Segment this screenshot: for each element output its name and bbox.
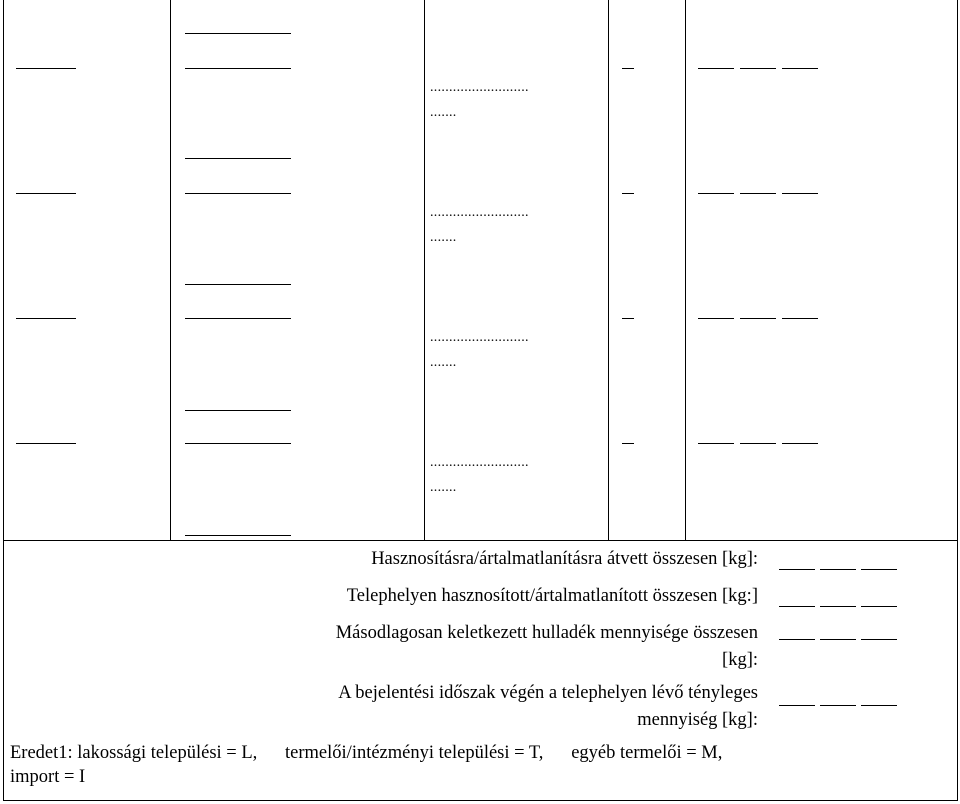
entry-blank[interactable]	[782, 318, 818, 319]
end-period-stock-blank[interactable]	[779, 705, 815, 706]
entry-blank[interactable]	[622, 443, 634, 444]
column-divider	[170, 0, 171, 540]
legend-egyeb: egyéb termelői = M,	[571, 743, 723, 763]
entry-blank[interactable]	[185, 535, 291, 536]
entry-blank[interactable]	[185, 443, 291, 444]
entry-blank[interactable]	[622, 193, 634, 194]
entry-blank[interactable]	[782, 193, 818, 194]
entry-blank[interactable]	[622, 318, 634, 319]
entry-blank[interactable]	[740, 68, 776, 69]
entry-blank[interactable]	[698, 68, 734, 69]
total-received-blank[interactable]	[861, 569, 897, 570]
entry-blank[interactable]	[16, 193, 76, 194]
total-received-label: Hasznosításra/ártalmatlanításra átvett összesen [kg]:	[371, 549, 758, 569]
secondary-waste-unit: [kg]:	[722, 650, 758, 670]
entry-blank[interactable]	[698, 318, 734, 319]
entry-blank[interactable]	[740, 193, 776, 194]
dotted-field[interactable]: ..........................	[430, 330, 529, 345]
legend-termeloi: termelői/intézményi települési = T,	[285, 743, 544, 763]
origin-legend	[10, 741, 940, 789]
entry-blank[interactable]	[740, 443, 776, 444]
secondary-waste-blank[interactable]	[861, 639, 897, 640]
total-processed-blank[interactable]	[820, 606, 856, 607]
entry-blank[interactable]	[698, 193, 734, 194]
form-frame	[3, 0, 958, 801]
entry-blank[interactable]	[622, 68, 634, 69]
entry-blank[interactable]	[782, 68, 818, 69]
secondary-waste-label: Másodlagosan keletkezett hulladék mennyisége összesen	[335, 623, 758, 643]
dotted-field[interactable]: ..........................	[430, 455, 529, 470]
entry-blank[interactable]	[185, 284, 291, 285]
column-divider	[685, 0, 686, 540]
entry-blank[interactable]	[740, 318, 776, 319]
total-processed-label: Telephelyen hasznosított/ártalmatlanított összesen [kg:]	[346, 586, 758, 606]
entry-blank[interactable]	[185, 410, 291, 411]
entry-blank[interactable]	[185, 68, 291, 69]
total-processed-blank[interactable]	[779, 606, 815, 607]
entry-blank[interactable]	[185, 193, 291, 194]
secondary-waste-blank[interactable]	[820, 639, 856, 640]
legend-lakossagi: Eredet1: lakossági települési = L,	[10, 743, 258, 763]
total-received-blank[interactable]	[820, 569, 856, 570]
dotted-field[interactable]: .......	[430, 230, 457, 245]
end-period-stock-unit: mennyiség [kg]:	[637, 710, 758, 730]
dotted-field[interactable]: ..........................	[430, 80, 529, 95]
entry-blank[interactable]	[185, 33, 291, 34]
dotted-field[interactable]: .......	[430, 355, 457, 370]
end-period-stock-blank[interactable]	[861, 705, 897, 706]
entry-blank[interactable]	[185, 158, 291, 159]
secondary-waste-blank[interactable]	[779, 639, 815, 640]
entry-blank[interactable]	[782, 443, 818, 444]
total-received-blank[interactable]	[779, 569, 815, 570]
entry-blank[interactable]	[698, 443, 734, 444]
entry-blank[interactable]	[16, 318, 76, 319]
total-processed-blank[interactable]	[861, 606, 897, 607]
dotted-field[interactable]: .......	[430, 480, 457, 495]
dotted-field[interactable]: ..........................	[430, 205, 529, 220]
entry-blank[interactable]	[16, 443, 76, 444]
column-divider	[424, 0, 425, 540]
entry-blank[interactable]	[16, 68, 76, 69]
entry-blank[interactable]	[185, 318, 291, 319]
end-period-stock-blank[interactable]	[820, 705, 856, 706]
column-divider	[608, 0, 609, 540]
legend-import: import = I	[10, 767, 86, 787]
table-bottom-rule	[3, 540, 958, 541]
end-period-stock-label: A bejelentési időszak végén a telephelyen lévő tényleges	[338, 683, 758, 703]
dotted-field[interactable]: .......	[430, 105, 457, 120]
